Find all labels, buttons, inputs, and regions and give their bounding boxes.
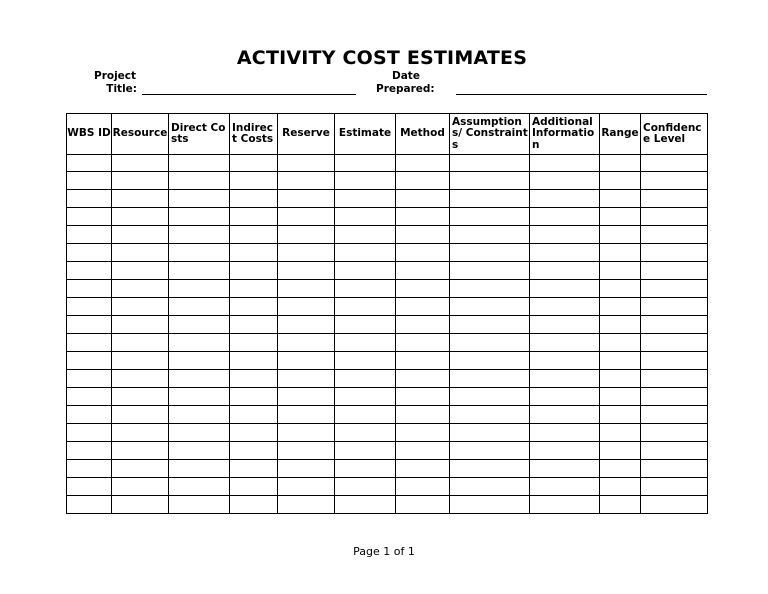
table-cell[interactable] bbox=[600, 424, 641, 442]
table-cell[interactable] bbox=[67, 460, 112, 478]
table-cell[interactable] bbox=[396, 370, 450, 388]
cost-estimates-table bbox=[66, 113, 708, 514]
table-cell[interactable] bbox=[450, 406, 530, 424]
table-cell[interactable] bbox=[530, 334, 600, 352]
table-cell[interactable] bbox=[67, 190, 112, 208]
table-cell[interactable] bbox=[112, 226, 169, 244]
project-label-line2: Title: bbox=[106, 83, 137, 95]
table-cell[interactable] bbox=[396, 460, 450, 478]
table-cell[interactable] bbox=[112, 424, 169, 442]
table-cell[interactable] bbox=[67, 370, 112, 388]
table-cell[interactable] bbox=[112, 190, 169, 208]
table-cell[interactable] bbox=[169, 496, 230, 514]
table-cell[interactable] bbox=[67, 262, 112, 280]
table-cell[interactable] bbox=[600, 388, 641, 406]
table-cell[interactable] bbox=[112, 442, 169, 460]
table-cell[interactable] bbox=[67, 244, 112, 262]
table-cell[interactable] bbox=[112, 352, 169, 370]
table-cell[interactable] bbox=[230, 298, 278, 316]
table-cell[interactable] bbox=[335, 424, 396, 442]
table-cell[interactable] bbox=[169, 262, 230, 280]
table-cell[interactable] bbox=[335, 208, 396, 226]
table-cell[interactable] bbox=[278, 190, 335, 208]
project-title-label bbox=[94, 70, 137, 96]
table-cell[interactable] bbox=[335, 298, 396, 316]
table-cell[interactable] bbox=[67, 334, 112, 352]
table-cell[interactable] bbox=[450, 244, 530, 262]
table-cell[interactable] bbox=[230, 406, 278, 424]
table-cell[interactable] bbox=[450, 388, 530, 406]
table-cell[interactable] bbox=[230, 262, 278, 280]
table-cell[interactable] bbox=[396, 406, 450, 424]
table-cell[interactable] bbox=[335, 388, 396, 406]
table-cell[interactable] bbox=[600, 208, 641, 226]
table-cell[interactable] bbox=[530, 298, 600, 316]
table-cell[interactable] bbox=[278, 370, 335, 388]
table-cell[interactable] bbox=[278, 352, 335, 370]
header-method: Method bbox=[396, 114, 450, 155]
table-cell[interactable] bbox=[230, 424, 278, 442]
table-cell[interactable] bbox=[67, 478, 112, 496]
table-row bbox=[67, 334, 708, 352]
table-cell[interactable] bbox=[641, 280, 708, 298]
table-cell[interactable] bbox=[600, 442, 641, 460]
table-cell[interactable] bbox=[396, 316, 450, 334]
table-cell[interactable] bbox=[335, 316, 396, 334]
table-cell[interactable] bbox=[641, 262, 708, 280]
table-cell[interactable] bbox=[396, 244, 450, 262]
table-cell[interactable] bbox=[335, 496, 396, 514]
table-cell[interactable] bbox=[278, 460, 335, 478]
table-row bbox=[67, 226, 708, 244]
table-cell[interactable] bbox=[169, 406, 230, 424]
header-additional-info: Additional Information bbox=[530, 114, 600, 155]
page-footer: Page 1 of 1 bbox=[353, 545, 415, 558]
date-label-line2: Prepared: bbox=[376, 83, 435, 95]
table-cell[interactable] bbox=[278, 298, 335, 316]
table-cell[interactable] bbox=[169, 370, 230, 388]
table-cell[interactable] bbox=[450, 460, 530, 478]
table-cell[interactable] bbox=[641, 155, 708, 172]
table-cell[interactable] bbox=[450, 496, 530, 514]
table-cell[interactable] bbox=[169, 334, 230, 352]
table-cell[interactable] bbox=[112, 496, 169, 514]
table-cell[interactable] bbox=[230, 244, 278, 262]
table-cell[interactable] bbox=[112, 406, 169, 424]
header-reserve: Reserve bbox=[278, 114, 335, 155]
table-cell[interactable] bbox=[230, 460, 278, 478]
table-cell[interactable] bbox=[641, 442, 708, 460]
table-cell[interactable] bbox=[530, 460, 600, 478]
table-cell[interactable] bbox=[530, 155, 600, 172]
table-row bbox=[67, 208, 708, 226]
date-prepared-label bbox=[376, 70, 438, 96]
table-row bbox=[67, 155, 708, 172]
table-cell[interactable] bbox=[600, 155, 641, 172]
table-cell[interactable] bbox=[335, 352, 396, 370]
table-cell[interactable] bbox=[230, 442, 278, 460]
table-body bbox=[67, 155, 708, 514]
table-cell[interactable] bbox=[450, 172, 530, 190]
table-cell[interactable] bbox=[450, 208, 530, 226]
table-cell[interactable] bbox=[396, 334, 450, 352]
table-cell[interactable] bbox=[67, 316, 112, 334]
table-cell[interactable] bbox=[169, 442, 230, 460]
table-cell[interactable] bbox=[112, 316, 169, 334]
table-cell[interactable] bbox=[67, 388, 112, 406]
table-cell[interactable] bbox=[335, 190, 396, 208]
table-cell[interactable] bbox=[335, 460, 396, 478]
table-cell[interactable] bbox=[67, 208, 112, 226]
header-confidence: Confidence Level bbox=[641, 114, 708, 155]
table-cell[interactable] bbox=[278, 442, 335, 460]
table-cell[interactable] bbox=[641, 226, 708, 244]
table-cell[interactable] bbox=[112, 460, 169, 478]
table-cell[interactable] bbox=[278, 316, 335, 334]
table-cell[interactable] bbox=[230, 155, 278, 172]
table-cell[interactable] bbox=[112, 208, 169, 226]
project-label-line1: Project bbox=[94, 70, 137, 82]
table-cell[interactable] bbox=[278, 226, 335, 244]
table-cell[interactable] bbox=[450, 424, 530, 442]
document-title: ACTIVITY COST ESTIMATES bbox=[236, 47, 528, 69]
header-estimate: Estimate bbox=[335, 114, 396, 155]
date-prepared-field[interactable] bbox=[456, 94, 707, 95]
table-cell[interactable] bbox=[450, 334, 530, 352]
table-cell[interactable] bbox=[335, 172, 396, 190]
table-cell[interactable] bbox=[641, 496, 708, 514]
table-cell[interactable] bbox=[112, 478, 169, 496]
table-cell[interactable] bbox=[641, 460, 708, 478]
table-cell[interactable] bbox=[600, 226, 641, 244]
table-cell[interactable] bbox=[396, 442, 450, 460]
table-cell[interactable] bbox=[396, 298, 450, 316]
table-cell[interactable] bbox=[600, 190, 641, 208]
table-cell[interactable] bbox=[396, 155, 450, 172]
table-cell[interactable] bbox=[450, 155, 530, 172]
table-cell[interactable] bbox=[530, 262, 600, 280]
table-cell[interactable] bbox=[278, 496, 335, 514]
table-cell[interactable] bbox=[641, 352, 708, 370]
table-cell[interactable] bbox=[396, 352, 450, 370]
project-title-field[interactable] bbox=[142, 94, 356, 95]
table-cell[interactable] bbox=[641, 190, 708, 208]
table-cell[interactable] bbox=[600, 316, 641, 334]
table-cell[interactable] bbox=[112, 155, 169, 172]
table-cell[interactable] bbox=[335, 226, 396, 244]
table-row bbox=[67, 316, 708, 334]
table-cell[interactable] bbox=[600, 172, 641, 190]
table-cell[interactable] bbox=[641, 388, 708, 406]
table-cell[interactable] bbox=[278, 424, 335, 442]
table-cell[interactable] bbox=[530, 388, 600, 406]
table-cell[interactable] bbox=[530, 424, 600, 442]
table-row bbox=[67, 190, 708, 208]
table-cell[interactable] bbox=[230, 316, 278, 334]
table-cell[interactable] bbox=[67, 155, 112, 172]
table-cell[interactable] bbox=[450, 478, 530, 496]
table-cell[interactable] bbox=[641, 316, 708, 334]
table-cell[interactable] bbox=[169, 244, 230, 262]
table-cell[interactable] bbox=[169, 280, 230, 298]
table-cell[interactable] bbox=[396, 172, 450, 190]
table-cell[interactable] bbox=[450, 226, 530, 244]
table-row bbox=[67, 496, 708, 514]
table-row bbox=[67, 406, 708, 424]
table-row bbox=[67, 352, 708, 370]
table-cell[interactable] bbox=[600, 298, 641, 316]
table-cell[interactable] bbox=[450, 316, 530, 334]
table-cell[interactable] bbox=[641, 244, 708, 262]
table-cell[interactable] bbox=[112, 298, 169, 316]
table-cell[interactable] bbox=[278, 334, 335, 352]
table-cell[interactable] bbox=[335, 478, 396, 496]
table-cell[interactable] bbox=[67, 424, 112, 442]
table-cell[interactable] bbox=[112, 370, 169, 388]
table-cell[interactable] bbox=[335, 262, 396, 280]
table-cell[interactable] bbox=[450, 298, 530, 316]
table-cell[interactable] bbox=[396, 262, 450, 280]
table-cell[interactable] bbox=[335, 280, 396, 298]
table-cell[interactable] bbox=[335, 406, 396, 424]
table-cell[interactable] bbox=[600, 244, 641, 262]
table-cell[interactable] bbox=[278, 280, 335, 298]
table-cell[interactable] bbox=[169, 208, 230, 226]
table-cell[interactable] bbox=[67, 226, 112, 244]
table-cell[interactable] bbox=[396, 496, 450, 514]
header-resource: Resource bbox=[112, 114, 169, 155]
table-row bbox=[67, 370, 708, 388]
table-cell[interactable] bbox=[641, 334, 708, 352]
table-cell[interactable] bbox=[600, 460, 641, 478]
table-cell[interactable] bbox=[278, 478, 335, 496]
table-cell[interactable] bbox=[530, 442, 600, 460]
table-cell[interactable] bbox=[67, 352, 112, 370]
table-row bbox=[67, 388, 708, 406]
table-cell[interactable] bbox=[230, 388, 278, 406]
table-cell[interactable] bbox=[530, 478, 600, 496]
table-cell[interactable] bbox=[112, 262, 169, 280]
table-cell[interactable] bbox=[278, 208, 335, 226]
table-cell[interactable] bbox=[396, 190, 450, 208]
table-cell[interactable] bbox=[169, 155, 230, 172]
table-cell[interactable] bbox=[600, 370, 641, 388]
table-cell[interactable] bbox=[335, 155, 396, 172]
table-cell[interactable] bbox=[112, 388, 169, 406]
table-cell[interactable] bbox=[641, 208, 708, 226]
header-range: Range bbox=[600, 114, 641, 155]
table-cell[interactable] bbox=[67, 496, 112, 514]
table-cell[interactable] bbox=[530, 316, 600, 334]
table-cell[interactable] bbox=[169, 226, 230, 244]
table-cell[interactable] bbox=[230, 370, 278, 388]
table-cell[interactable] bbox=[230, 478, 278, 496]
table-cell[interactable] bbox=[450, 370, 530, 388]
table-cell[interactable] bbox=[450, 442, 530, 460]
table-cell[interactable] bbox=[530, 172, 600, 190]
table-cell[interactable] bbox=[600, 262, 641, 280]
table-cell[interactable] bbox=[600, 406, 641, 424]
table-cell[interactable] bbox=[530, 190, 600, 208]
table-cell[interactable] bbox=[112, 172, 169, 190]
table-cell[interactable] bbox=[169, 190, 230, 208]
table-cell[interactable] bbox=[230, 190, 278, 208]
table-cell[interactable] bbox=[169, 478, 230, 496]
table-cell[interactable] bbox=[450, 262, 530, 280]
table-cell[interactable] bbox=[641, 172, 708, 190]
table-cell[interactable] bbox=[335, 370, 396, 388]
table-cell[interactable] bbox=[530, 406, 600, 424]
table-cell[interactable] bbox=[396, 388, 450, 406]
table-cell[interactable] bbox=[641, 478, 708, 496]
table-cell[interactable] bbox=[450, 190, 530, 208]
table-cell[interactable] bbox=[530, 370, 600, 388]
table-cell[interactable] bbox=[67, 406, 112, 424]
table-cell[interactable] bbox=[641, 406, 708, 424]
table-cell[interactable] bbox=[641, 424, 708, 442]
table-cell[interactable] bbox=[278, 262, 335, 280]
table-cell[interactable] bbox=[112, 244, 169, 262]
table-cell[interactable] bbox=[230, 226, 278, 244]
table-cell[interactable] bbox=[230, 280, 278, 298]
table-cell[interactable] bbox=[169, 388, 230, 406]
table-cell[interactable] bbox=[530, 496, 600, 514]
table-cell[interactable] bbox=[230, 352, 278, 370]
table-cell[interactable] bbox=[530, 208, 600, 226]
table-cell[interactable] bbox=[230, 172, 278, 190]
table-cell[interactable] bbox=[112, 280, 169, 298]
table-cell[interactable] bbox=[230, 496, 278, 514]
table-cell[interactable] bbox=[169, 172, 230, 190]
table-cell[interactable] bbox=[450, 352, 530, 370]
table-cell[interactable] bbox=[600, 352, 641, 370]
table-cell[interactable] bbox=[530, 280, 600, 298]
table-cell[interactable] bbox=[641, 298, 708, 316]
table-cell[interactable] bbox=[169, 316, 230, 334]
table-row bbox=[67, 424, 708, 442]
table-cell[interactable] bbox=[600, 496, 641, 514]
table-cell[interactable] bbox=[230, 208, 278, 226]
header-indirect-costs: Indirect Costs bbox=[230, 114, 278, 155]
table-header-row bbox=[67, 114, 708, 155]
table-cell[interactable] bbox=[335, 442, 396, 460]
table-row bbox=[67, 172, 708, 190]
table-cell[interactable] bbox=[396, 208, 450, 226]
table-row bbox=[67, 460, 708, 478]
table-cell[interactable] bbox=[530, 244, 600, 262]
table-cell[interactable] bbox=[396, 226, 450, 244]
table-cell[interactable] bbox=[169, 460, 230, 478]
table-cell[interactable] bbox=[335, 244, 396, 262]
table-cell[interactable] bbox=[278, 155, 335, 172]
table-cell[interactable] bbox=[396, 478, 450, 496]
header-wbs-id: WBS ID bbox=[67, 114, 112, 155]
table-row bbox=[67, 244, 708, 262]
table-cell[interactable] bbox=[530, 226, 600, 244]
table-cell[interactable] bbox=[335, 334, 396, 352]
table-cell[interactable] bbox=[600, 478, 641, 496]
table-cell[interactable] bbox=[600, 334, 641, 352]
table-cell[interactable] bbox=[67, 442, 112, 460]
table-cell[interactable] bbox=[169, 424, 230, 442]
table-row bbox=[67, 478, 708, 496]
table-cell[interactable] bbox=[67, 172, 112, 190]
table-cell[interactable] bbox=[600, 280, 641, 298]
date-label-line1: Date bbox=[392, 70, 420, 82]
table-cell[interactable] bbox=[278, 244, 335, 262]
table-cell[interactable] bbox=[396, 280, 450, 298]
table-cell[interactable] bbox=[450, 280, 530, 298]
table-cell[interactable] bbox=[169, 298, 230, 316]
table-row bbox=[67, 442, 708, 460]
table-cell[interactable] bbox=[396, 424, 450, 442]
header-direct-costs: Direct Costs bbox=[169, 114, 230, 155]
table-row bbox=[67, 262, 708, 280]
table-row bbox=[67, 280, 708, 298]
table-cell[interactable] bbox=[67, 280, 112, 298]
table-cell[interactable] bbox=[169, 352, 230, 370]
table-row bbox=[67, 298, 708, 316]
table-cell[interactable] bbox=[112, 334, 169, 352]
table-cell[interactable] bbox=[230, 334, 278, 352]
header-assumptions: Assumptions/ Constraints bbox=[450, 114, 530, 155]
table-cell[interactable] bbox=[278, 388, 335, 406]
table-cell[interactable] bbox=[278, 172, 335, 190]
table-cell[interactable] bbox=[278, 406, 335, 424]
table-cell[interactable] bbox=[641, 370, 708, 388]
table-cell[interactable] bbox=[530, 352, 600, 370]
table-cell[interactable] bbox=[67, 298, 112, 316]
